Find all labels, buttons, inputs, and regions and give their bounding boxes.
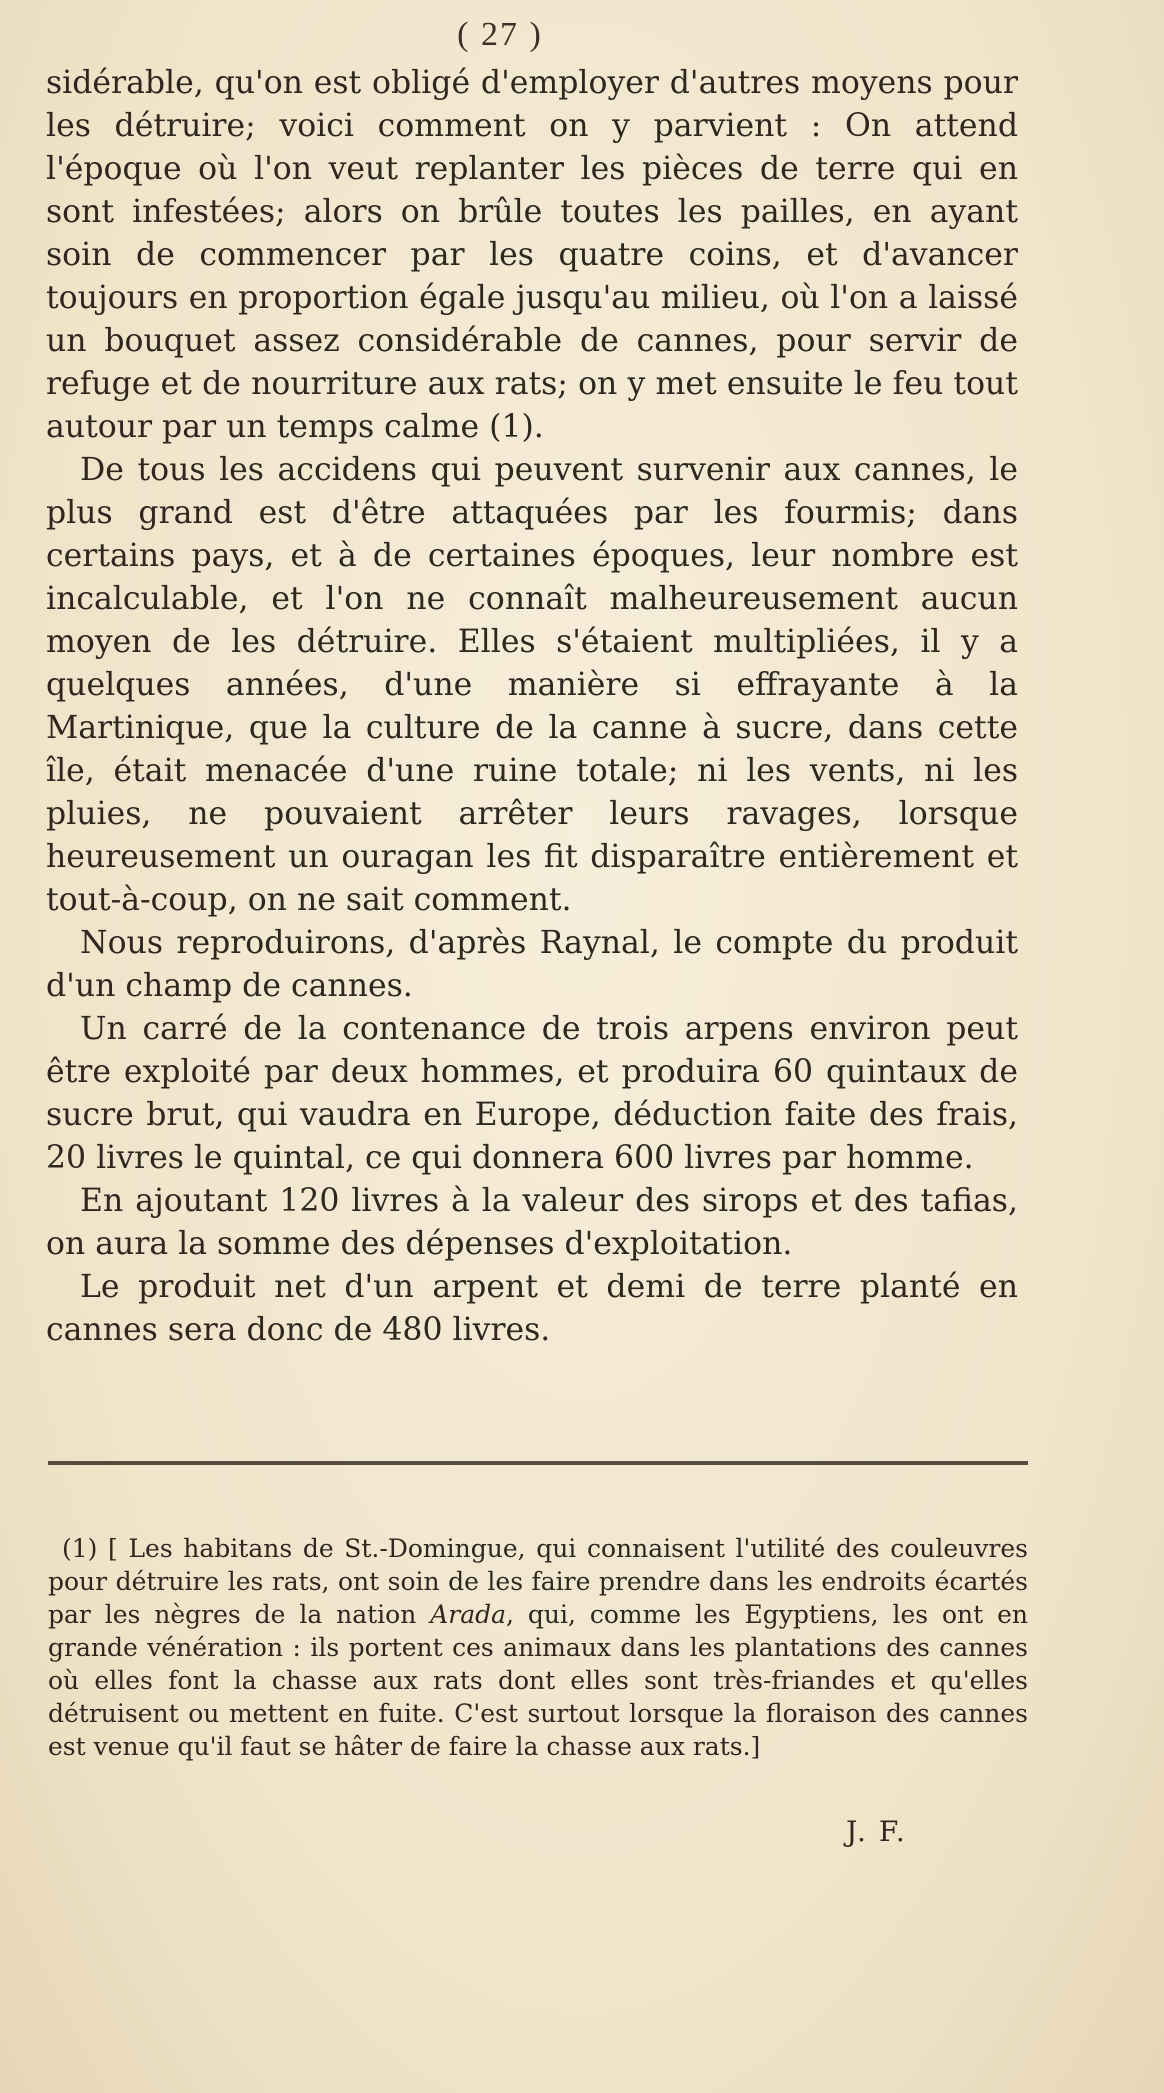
footnote-divider [48,1461,1028,1465]
paragraph-2: De tous les accidens qui peuvent survenir aux cannes, le plus grand est d'être attaquées par les fourmis; dans certains pays, et à de certaines époques, leur nombre est incalculable, et l'on ne connaît malheureusement aucun moyen de les détruire. Elles s'étaient multipliées, il y a quelques années, d'une manière si effrayante à la Martinique, que la culture de la canne à sucre, dans cette île, était menacée d'une ruine totale; ni les vents, ni les pluies, ne pouvaient arrêter leurs ravages, lorsque heureusement un ouragan les fit disparaître entièrement et tout-à-coup, on ne sait comment. [46,452,1018,918]
footnote-signature: J. F. [846,1815,907,1848]
footnote-text [48,1532,1028,1763]
page-number: ( 27 ) [457,16,543,53]
paragraph-3: Nous reproduirons, d'après Raynal, le compte du produit d'un champ de cannes. [46,925,1018,1004]
main-text [46,62,1018,1352]
footnote-italic-term: Arada [430,1600,507,1629]
paragraph-1: sidérable, qu'on est obligé d'employer d'autres moyens pour les détruire; voici comment on y parvient : On attend l'époque où l'on veut replanter les pièces de terre qui en sont infestées; alors on brûle toutes les pailles, en ayant soin de commencer par les quatre coins, et d'avancer toujours en proportion égale jusqu'au milieu, où l'on a laissé un bouquet assez considérable de cannes, pour servir de refuge et de nourriture aux rats; on y met ensuite le feu tout autour par un temps calme (1). [46,65,1018,445]
footnote [48,1532,1028,1763]
paragraph-6: Le produit net d'un arpent et demi de terre planté en cannes sera donc de 480 livres. [46,1269,1018,1348]
footnote-text-end: , qui, comme les Egyptiens, les ont en grande vénération : ils portent ces animaux dans les plantations des cannes où elles font la chasse aux rats dont elles sont très-friandes et qu'elles détruisent ou mettent en fuite. C'est surtout lorsque la floraison des cannes est venue qu'il faut se hâter de faire la chasse aux rats.] [48,1600,1028,1761]
paragraph-4: Un carré de la contenance de trois arpens environ peut être exploité par deux hommes, et produira 60 quintaux de sucre brut, qui vaudra en Europe, déduction faite des frais, 20 livres le quintal, ce qui donnera 600 livres par homme. [46,1011,1018,1176]
paragraph-5: En ajoutant 120 livres à la valeur des sirops et des tafias, on aura la somme des dépenses d'exploitation. [46,1183,1018,1262]
footnote-text-start: (1) [ Les habitans de St.-Domingue, qui connaisent l'utilité des couleuvres pour détruire les rats, ont soin de les faire prendre dans les endroits écartés par les nègres de la nation [48,1534,1028,1629]
